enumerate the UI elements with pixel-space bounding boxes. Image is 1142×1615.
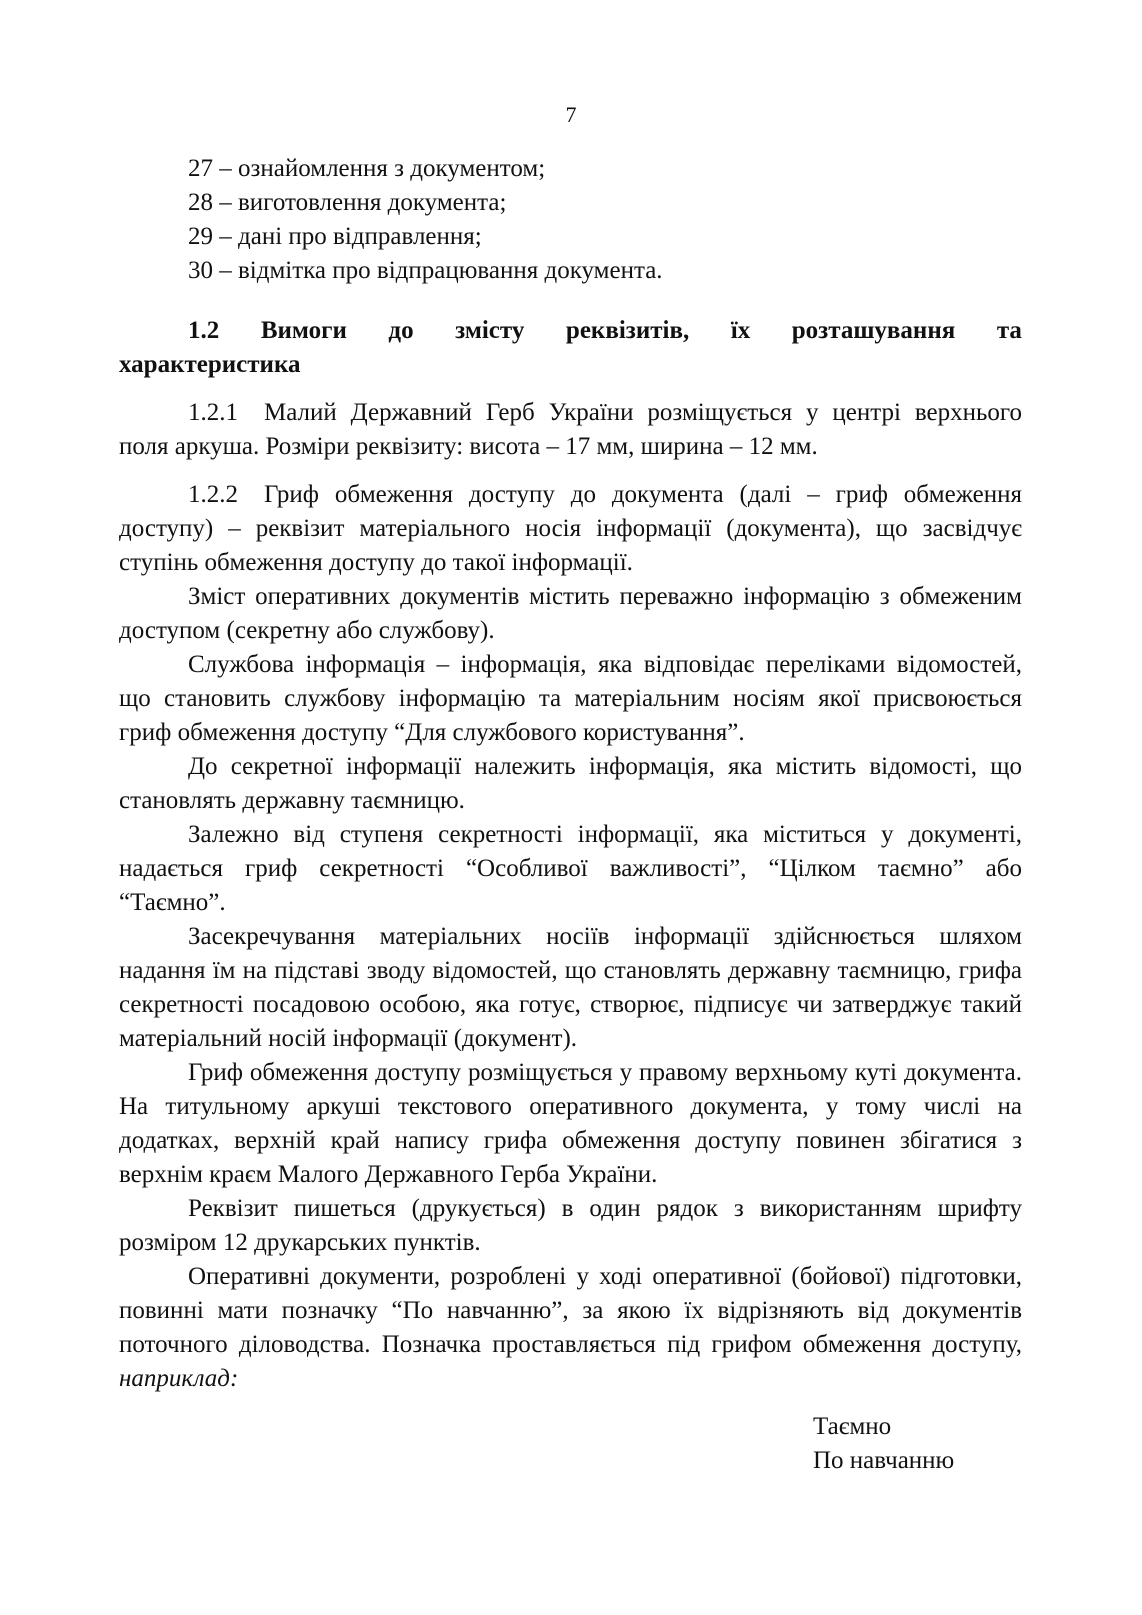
list-item: 30 – відмітка про відпрацювання документа. bbox=[188, 257, 663, 284]
stamp-secret: Таємно bbox=[813, 1413, 892, 1440]
paragraph-last bbox=[119, 1260, 1022, 1396]
section-heading-line1 bbox=[119, 314, 1022, 348]
paragraph: Гриф обмеження доступу розміщується у правому верхньому куті документа. На титульному аркуші текстового оперативного документа, у тому числі на додатках, верхній край напису грифа обмеження доступу повинен збігатися з верхнім краєм Малого Державного Герба України. bbox=[119, 1059, 1022, 1188]
heading-word: розташування bbox=[791, 317, 956, 344]
heading-word: змісту bbox=[455, 317, 525, 344]
paragraph: Залежно від ступеня секретності інформації, яка міститься у документі, надається гриф секретності “Особливої важливості”, “Цілком таємно” або “Таємно”. bbox=[119, 821, 1022, 916]
heading-word: 1.2 bbox=[188, 317, 220, 344]
clause-text: Гриф обмеження доступу до документа (далі – гриф обмеження доступу) – реквізит матеріального носія інформації (документа), що засвідчує ступінь обмеження доступу до такої інформації. bbox=[119, 481, 1022, 576]
example-label: наприклад: bbox=[119, 1365, 239, 1392]
clause-number: 1.2.2 bbox=[188, 481, 238, 508]
paragraph: Засекречування матеріальних носіїв інформації здійснюється шляхом надання їм на підставі зводу відомостей, що становлять державну таємницю, грифа секретності посадовою особою, яка готує, створює, підписує чи затверджує такий матеріальний носій інформації (документ). bbox=[119, 923, 1022, 1052]
access-restriction-stamp bbox=[119, 1410, 1022, 1478]
list-item: 29 – дані про відправлення; bbox=[188, 223, 482, 250]
clause-number: 1.2.1 bbox=[188, 399, 238, 426]
list-item: 27 – ознайомлення з документом; bbox=[188, 155, 546, 182]
paragraph: Реквізит пишеться (друкується) в один рядок з використанням шрифту розміром 12 друкарських пунктів. bbox=[119, 1195, 1022, 1256]
clause-text: Малий Державний Герб України розміщується у центрі верхнього поля аркуша. Розміри реквізиту: висота – 17 мм, ширина – 12 мм. bbox=[119, 399, 1022, 460]
heading-word: та bbox=[996, 317, 1022, 344]
page-number: 7 bbox=[565, 102, 577, 127]
paragraph: Службова інформація – інформація, яка відповідає переліками відомостей, що становить службову інформацію та матеріальним носіям якої присвоюється гриф обмеження доступу “Для службового користування”. bbox=[119, 651, 1022, 746]
heading-word: до bbox=[388, 317, 414, 344]
requisite-list bbox=[119, 152, 1022, 288]
section-heading-line2: характеристика bbox=[119, 351, 301, 378]
paragraph: До секретної інформації належить інформація, яка містить відомості, що становлять державну таємницю. bbox=[119, 753, 1022, 814]
stamp-training: По навчанню bbox=[813, 1447, 955, 1474]
section-heading bbox=[119, 314, 1022, 382]
paragraph-text: Оперативні документи, розроблені у ході оперативної (бойової) підготовки, повинні мати позначку “По навчанню”, за якою їх відрізняють від документів поточного діловодства. Позначка проставляється під грифом обмеження доступу, bbox=[119, 1263, 1022, 1358]
paragraph: Зміст оперативних документів містить переважно інформацію з обмеженим доступом (секретну або службову). bbox=[119, 583, 1022, 644]
document-body bbox=[119, 152, 1022, 1478]
heading-word: реквізитів, bbox=[565, 317, 690, 344]
paragraph-1-2-1 bbox=[119, 396, 1022, 464]
heading-word: їх bbox=[730, 317, 751, 344]
paragraph-1-2-2 bbox=[119, 478, 1022, 580]
heading-word: Вимоги bbox=[260, 317, 347, 344]
list-item: 28 – виготовлення документа; bbox=[188, 189, 507, 216]
